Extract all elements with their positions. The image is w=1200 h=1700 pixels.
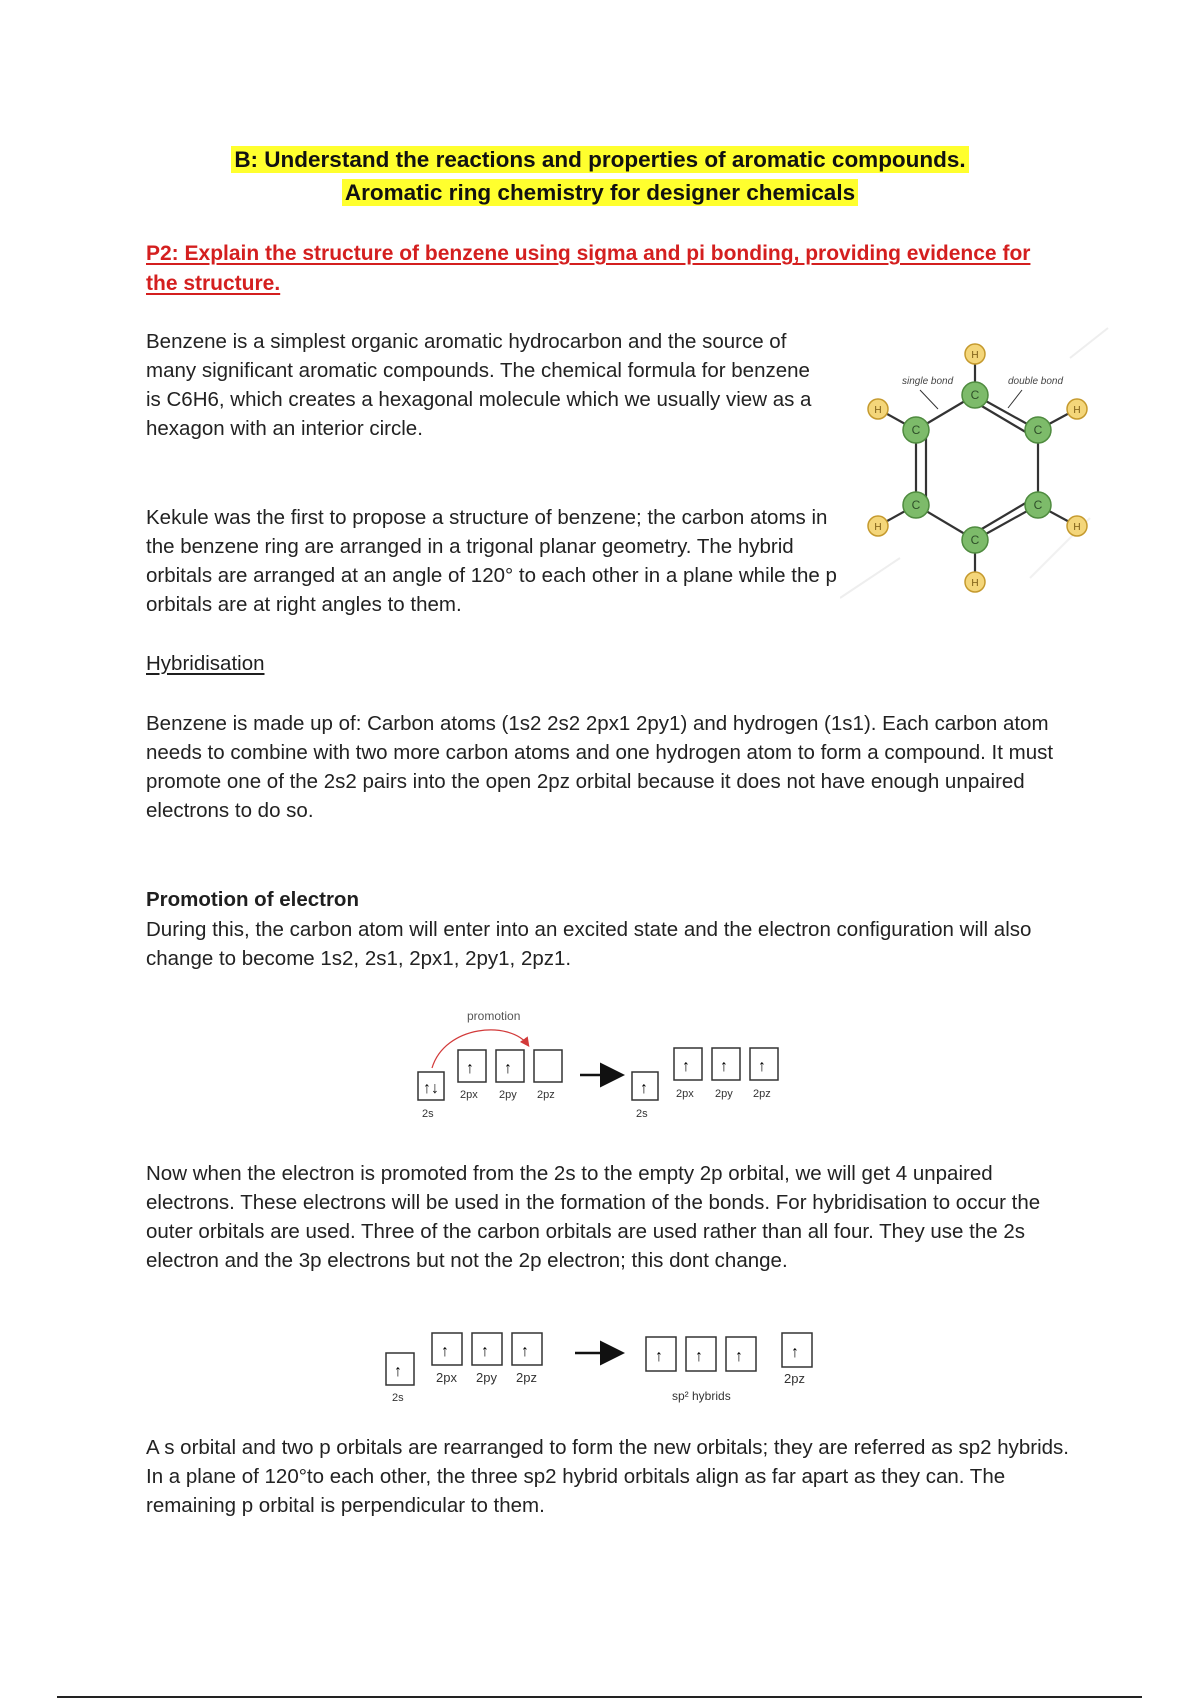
benzene-structure-diagram: [840, 318, 1110, 608]
hydrogen-label: H: [874, 522, 882, 533]
hybridisation-paragraph: Benzene is made up of: Carbon atoms (1s2 2s2 2px1 2py1) and hydrogen (1s1). Each carbon atom needs to combine with two more carbon atoms and one hydrogen atom to form a compound. It must promote one of the 2s2 pairs into the open 2pz orbital because it does not have enough unpaired electrons to do so.: [146, 712, 1054, 822]
electron-up-icon: ↑: [695, 1348, 703, 1365]
label-2s: 2s: [392, 1392, 404, 1404]
title-highlight-1: B: Understand the reactions and properties of aromatic compounds.: [231, 146, 968, 173]
title-line-2: [0, 179, 1200, 207]
label-2pz: 2pz: [537, 1089, 555, 1101]
carbon-label: C: [911, 498, 921, 512]
label-2px-excited: 2px: [676, 1088, 694, 1100]
single-bond-label: single bond: [902, 376, 954, 387]
carbon-label: C: [1033, 423, 1043, 437]
hybridisation-heading: Hybridisation: [146, 652, 265, 675]
label-2s: 2s: [422, 1108, 434, 1120]
after-promotion-paragraph: Now when the electron is promoted from the 2s to the empty 2p orbital, we will get 4 unpaired electrons. These electrons will be used in the formation of the bonds. For hybridisation to occur the outer orbitals are used. Three of the carbon orbitals are used rather than all four. They use the 2s electron and the 3p electrons but not the 2p electron; this dont change.: [146, 1162, 1041, 1272]
hydrogen-label: H: [1073, 522, 1081, 533]
hydrogen-label: H: [971, 578, 979, 589]
electron-up-icon: ↑: [758, 1058, 766, 1075]
label-2px: 2px: [460, 1089, 478, 1101]
promotion-label: promotion: [467, 1009, 521, 1023]
hybridisation-orbital-diagram: [380, 1325, 830, 1415]
task-heading: P2: Explain the structure of benzene using sigma and pi bonding, providing evidence for the structure.: [146, 242, 1031, 295]
electron-up-icon: ↑: [521, 1343, 529, 1360]
hydrogen-label: H: [1073, 405, 1081, 416]
footer-rule: [57, 1696, 1142, 1698]
electron-up-icon: ↑: [394, 1363, 402, 1380]
title-highlight-2: Aromatic ring chemistry for designer chemicals: [342, 179, 858, 206]
electron-up-icon: ↑: [466, 1060, 474, 1077]
carbon-label: C: [970, 388, 980, 402]
promotion-orbital-diagram: [410, 1000, 800, 1125]
electron-up-icon: ↑: [682, 1058, 690, 1075]
carbon-label: C: [1033, 498, 1043, 512]
title-line-1: [0, 146, 1200, 174]
label-2py: 2py: [499, 1089, 517, 1101]
carbon-label: C: [911, 423, 921, 437]
hydrogen-label: H: [971, 350, 979, 361]
label-2pz: 2pz: [516, 1370, 537, 1385]
label-2px: 2px: [436, 1370, 457, 1385]
electron-up-icon: ↑: [735, 1348, 743, 1365]
electron-up-icon: ↑: [791, 1344, 799, 1361]
promotion-heading: Promotion of electron: [146, 888, 359, 911]
sp2-paragraph: A s orbital and two p orbitals are rearranged to form the new orbitals; they are referred as sp2 hybrids. In a plane of 120°to each other, the three sp2 hybrid orbitals align as far apart as they can. The remaining p orbital is perpendicular to them.: [146, 1436, 1069, 1517]
paired-electrons-icon: ↑↓: [423, 1080, 439, 1097]
electron-up-icon: ↑: [504, 1060, 512, 1077]
electron-up-icon: ↑: [481, 1343, 489, 1360]
label-2py: 2py: [476, 1370, 497, 1385]
electron-up-icon: ↑: [720, 1058, 728, 1075]
label-2py-excited: 2py: [715, 1088, 733, 1100]
electron-up-icon: ↑: [655, 1348, 663, 1365]
orbital-box-2pz: [534, 1050, 562, 1082]
hydrogen-label: H: [874, 405, 882, 416]
label-2pz-remaining: 2pz: [784, 1371, 805, 1386]
label-2pz-excited: 2pz: [753, 1088, 771, 1100]
label-2s-excited: 2s: [636, 1108, 648, 1120]
carbon-label: C: [970, 533, 980, 547]
promotion-paragraph: During this, the carbon atom will enter into an excited state and the electron configuration will also change to become 1s2, 2s1, 2px1, 2py1, 2pz1.: [146, 918, 1032, 970]
intro-paragraph-1: Benzene is a simplest organic aromatic hydrocarbon and the source of many significant aromatic compounds. The chemical formula for benzene is C6H6, which creates a hexagonal molecule which we usually view as a hexagon with an interior circle.: [146, 330, 812, 440]
electron-up-icon: ↑: [640, 1080, 648, 1097]
double-bond-label: double bond: [1008, 376, 1064, 387]
electron-up-icon: ↑: [441, 1343, 449, 1360]
intro-paragraph-2: Kekule was the first to propose a structure of benzene; the carbon atoms in the benzene ring are arranged in a trigonal planar geometry. The hybrid orbitals are arranged at an angle of 120° to each other in a plane while the p orbitals are at right angles to them.: [146, 506, 837, 616]
label-sp2-hybrids: sp² hybrids: [672, 1389, 731, 1403]
